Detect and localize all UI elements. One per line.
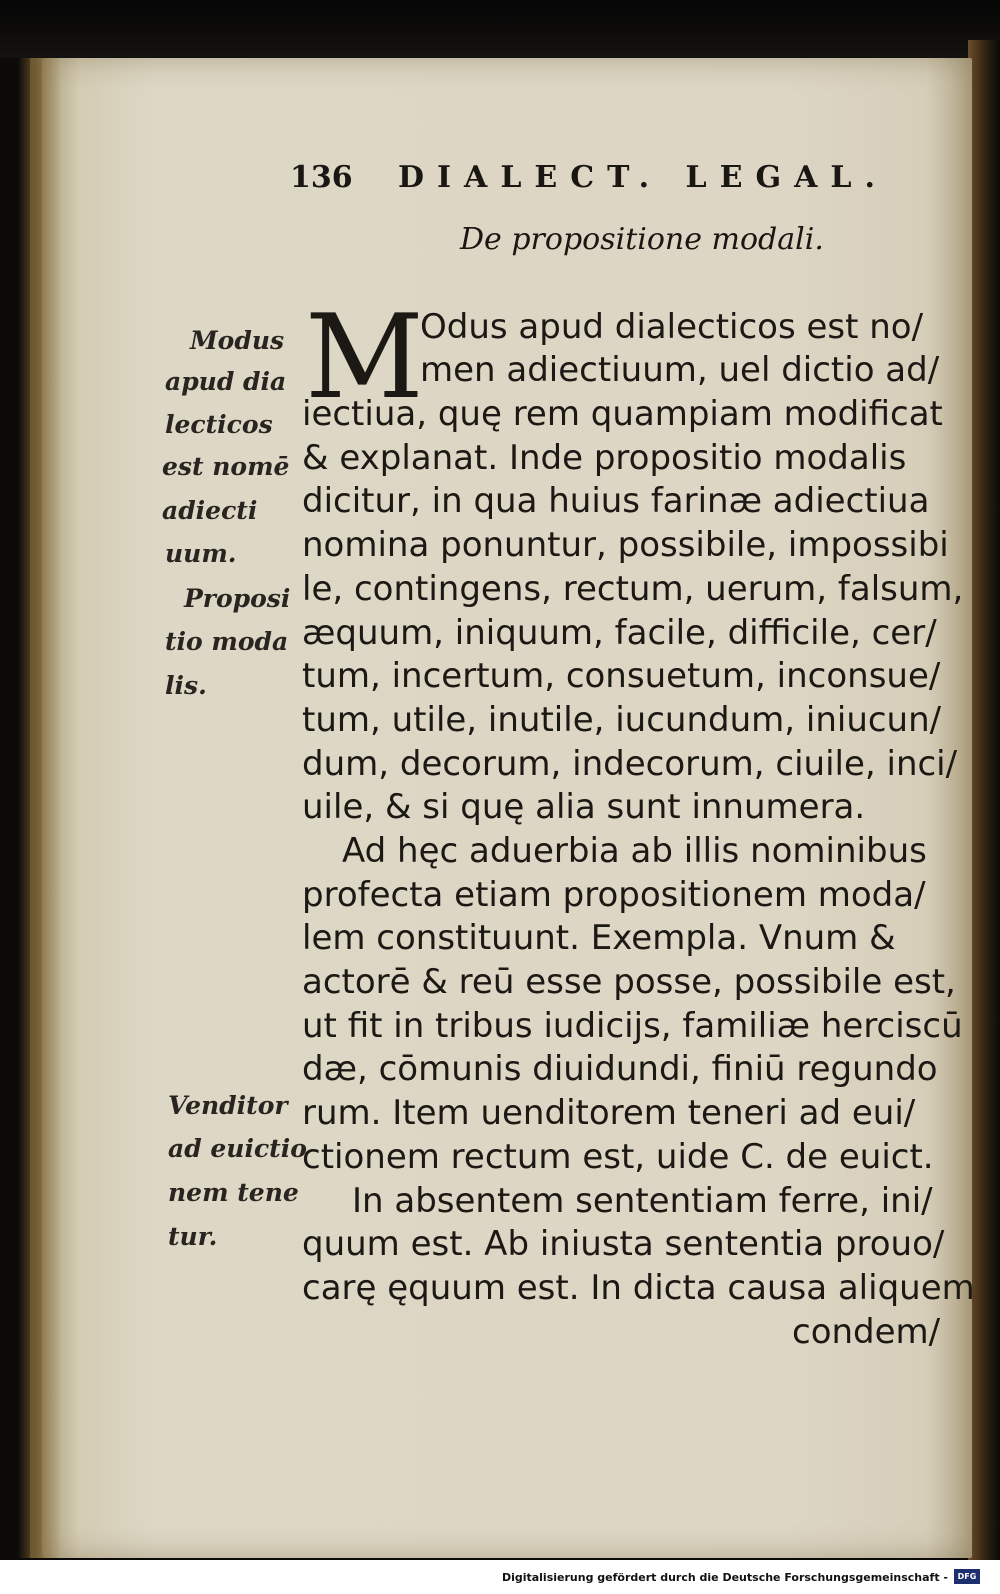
margin-note-line: uum. bbox=[165, 539, 237, 568]
text-line: rum. Item uenditorem teneri ad eui/ bbox=[302, 1093, 916, 1133]
dfg-logo: DFG bbox=[954, 1569, 980, 1584]
margin-note-line: Proposi bbox=[184, 584, 291, 613]
section-heading: De propositione modali. bbox=[460, 222, 824, 257]
text-line: tum, utile, inutile, iucundum, iniucun/ bbox=[302, 700, 942, 740]
text-line: nomina ponuntur, possibile, impossibi bbox=[302, 525, 949, 565]
text-line: ut fit in tribus iudicijs, familiæ herciscū bbox=[302, 1006, 963, 1046]
margin-note-line: tur. bbox=[168, 1222, 218, 1251]
margin-note-line: Modus bbox=[190, 326, 285, 355]
text-line: carę ęquum est. In dicta causa aliquem bbox=[302, 1268, 975, 1308]
drop-initial: M bbox=[305, 290, 424, 425]
page-number: 136 bbox=[290, 160, 353, 195]
text-line: uile, & si quę alia sunt innumera. bbox=[302, 787, 866, 827]
text-line: In absentem sententiam ferre, ini/ bbox=[352, 1181, 933, 1221]
margin-note-line: est nomē bbox=[162, 452, 290, 481]
margin-note-line: nem tene bbox=[168, 1178, 299, 1207]
margin-note-line: apud dia bbox=[165, 367, 287, 396]
text-line: lem constituunt. Exempla. Vnum & bbox=[302, 918, 896, 958]
text-line: actorē & reū esse posse, possibile est, bbox=[302, 962, 956, 1002]
text-line: & explanat. Inde propositio modalis bbox=[302, 438, 907, 478]
text-line: Ad hęc aduerbia ab illis nominibus bbox=[342, 831, 927, 871]
margin-note-line: adiecti bbox=[162, 496, 258, 525]
text-line: profecta etiam propositionem moda/ bbox=[302, 875, 926, 915]
text-line: ctionem rectum est, uide C. de euict. bbox=[302, 1137, 934, 1177]
footer-credit: Digitalisierung gefördert durch die Deutsche Forschungsgemeinschaft - bbox=[501, 1571, 948, 1584]
margin-note-line: Venditor bbox=[168, 1091, 288, 1120]
text-line: tum, incertum, consuetum, inconsue/ bbox=[302, 656, 941, 696]
text-line: iectiua, quę rem quampiam modificat bbox=[302, 394, 943, 434]
margin-note-line: ad euictio bbox=[168, 1134, 307, 1163]
margin-note-line: lis. bbox=[165, 671, 207, 700]
running-head: DIALECT. LEGAL. bbox=[398, 160, 888, 195]
text-line: quum est. Ab iniusta sententia prouo/ bbox=[302, 1224, 945, 1264]
text-line: dum, decorum, indecorum, ciuile, inci/ bbox=[302, 744, 958, 784]
margin-note-line: tio moda bbox=[165, 627, 289, 656]
text-line: le, contingens, rectum, uerum, falsum, bbox=[302, 569, 964, 609]
margin-note-line: lecticos bbox=[165, 410, 273, 439]
catchword: condem/ bbox=[792, 1312, 941, 1352]
text-line: dicitur, in qua huius farinæ adiectiua bbox=[302, 481, 930, 521]
text-line: men adiectiuum, uel dictio ad/ bbox=[420, 350, 940, 390]
footer-bar bbox=[0, 1560, 1000, 1594]
text-line: æquum, iniquum, facile, difficile, cer/ bbox=[302, 613, 937, 653]
text-line: Odus apud dialecticos est no/ bbox=[420, 307, 924, 347]
text-line: dæ, cōmunis diuidundi, finiū regundo bbox=[302, 1049, 938, 1089]
